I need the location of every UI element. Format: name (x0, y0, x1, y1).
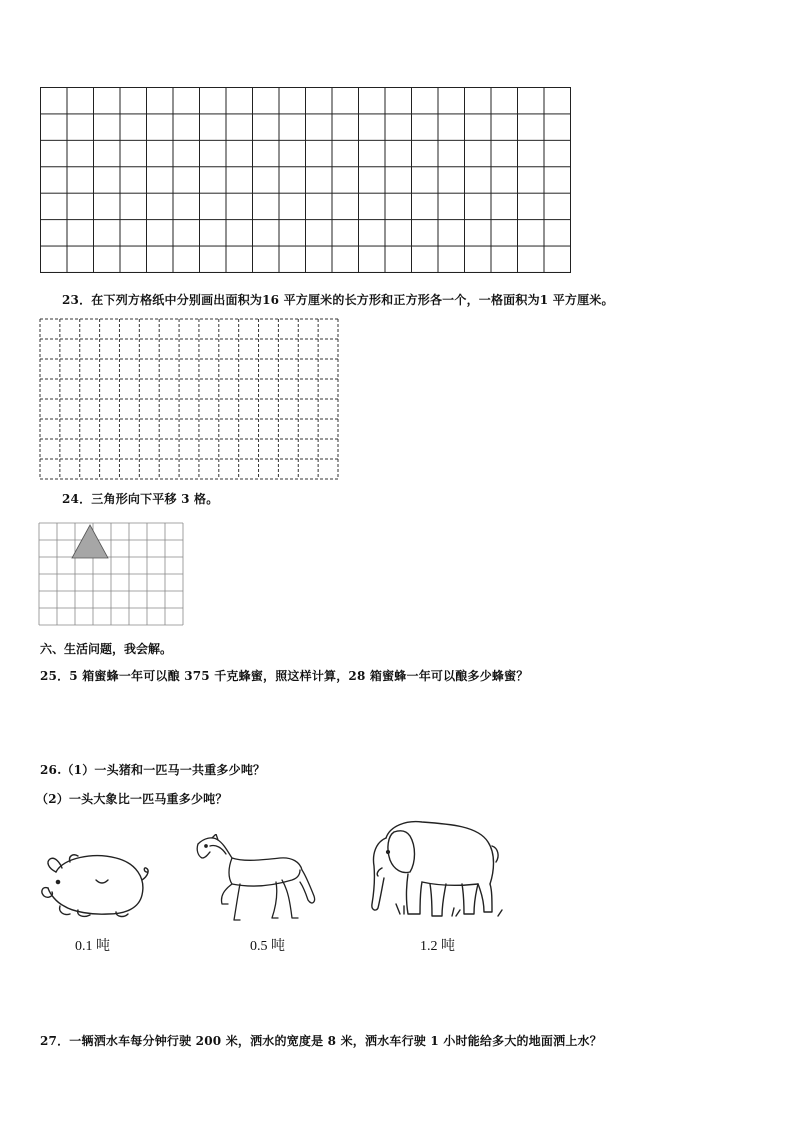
question-23: 23．在下列方格纸中分别画出面积为16 平方厘米的长方形和正方形各一个，一格面积为1 平方厘米。 (62, 293, 614, 307)
triangle-grid[interactable] (38, 522, 188, 626)
horse-icon (192, 834, 322, 926)
triangle-shape[interactable] (72, 525, 108, 558)
elephant-weight-label: 1.2 吨 (420, 939, 455, 954)
horse-weight-label: 0.5 吨 (250, 939, 285, 954)
question-26-part-2: （2）一头大象比一匹马重多少吨？ (36, 792, 228, 806)
question-27: 27．一辆洒水车每分钟行驶 200 米，洒水的宽度是 8 米，洒水车行驶 1 小时能给多大的地面洒上水？ (40, 1034, 602, 1048)
question-26-part-1: 26.（1）一头猪和一匹马一共重多少吨？ (40, 763, 266, 777)
pig-weight-label: 0.1 吨 (75, 939, 110, 954)
question-24: 24．三角形向下平移 3 格。 (62, 492, 219, 506)
pig-icon (38, 850, 153, 920)
section-six-heading: 六、生活问题，我会解。 (40, 642, 173, 656)
elephant-icon (360, 818, 510, 924)
question-25: 25．5 箱蜜蜂一年可以酿 375 千克蜂蜜，照这样计算，28 箱蜜蜂一年可以酿多少蜂蜜？ (40, 669, 529, 683)
dashed-grid-paper[interactable] (39, 318, 339, 480)
answer-grid-top (40, 87, 571, 273)
